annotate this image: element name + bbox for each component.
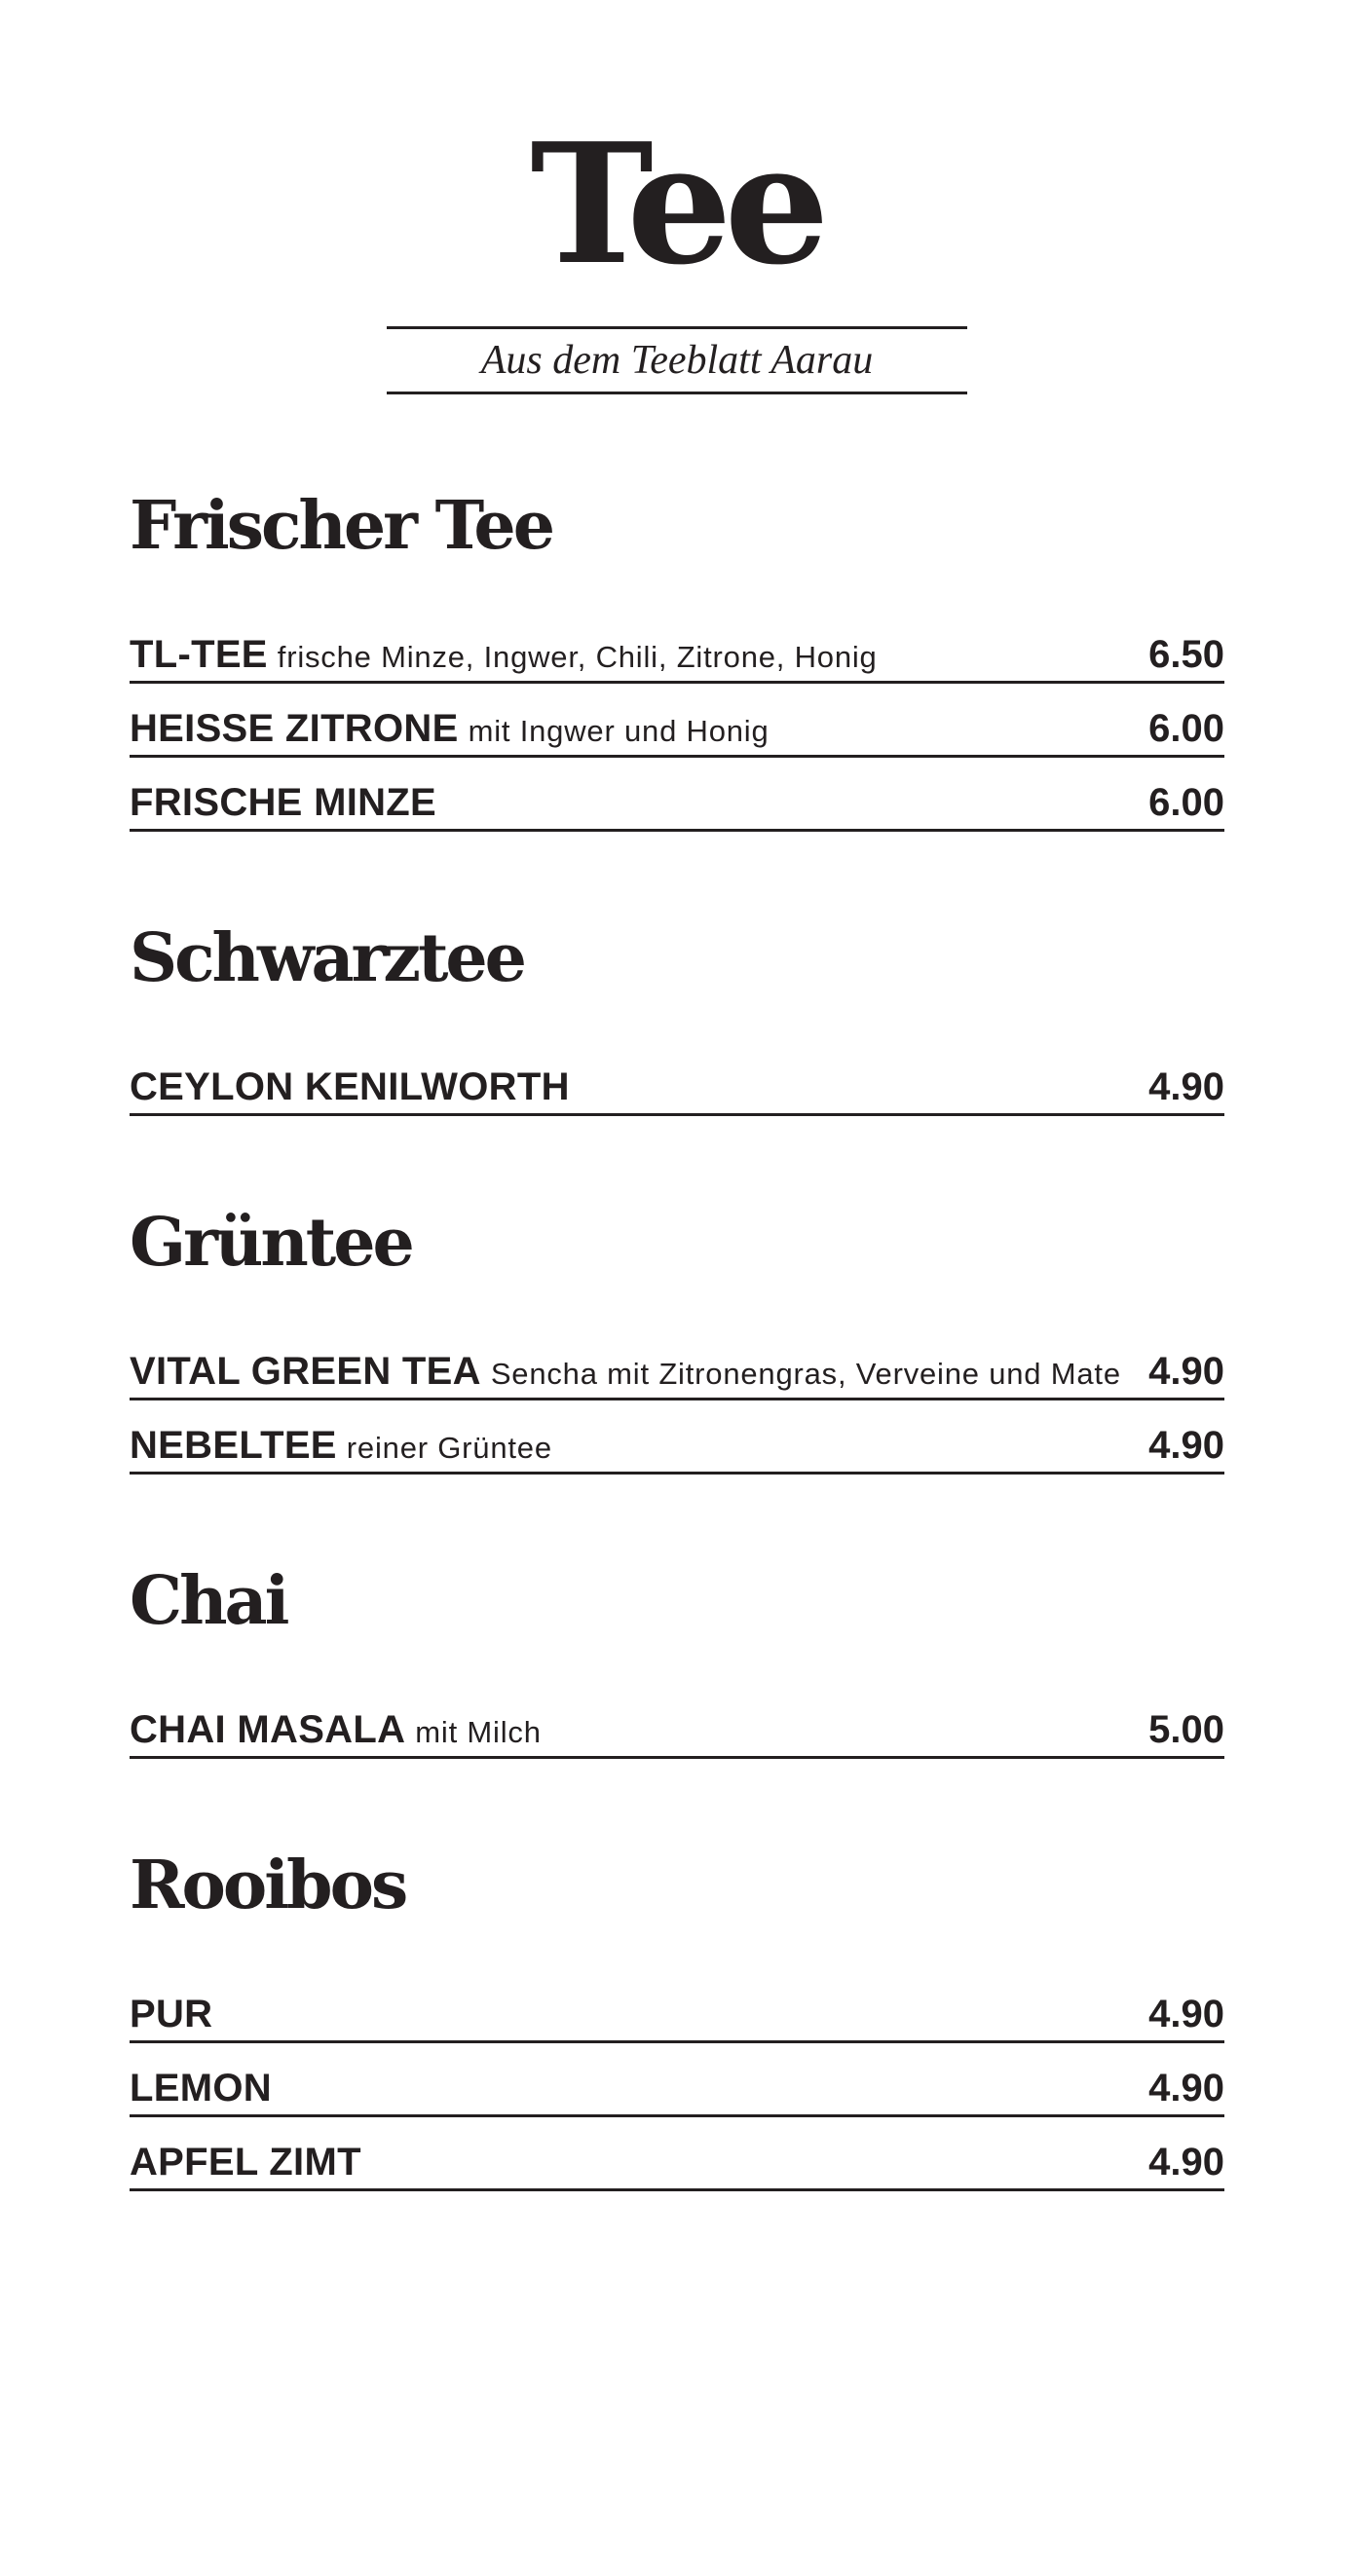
menu-item: [130, 2121, 1224, 2191]
menu-item: [130, 1330, 1224, 1400]
item-price: 6.00: [1148, 707, 1224, 750]
section-chai: [130, 1552, 1224, 1759]
item-name: TL-TEE: [130, 633, 268, 676]
menu-item: [130, 688, 1224, 758]
item-name: APFEL ZIMT: [130, 2141, 361, 2184]
section-rooibos: [130, 1837, 1224, 2191]
item-price: 4.90: [1148, 2141, 1224, 2184]
menu-item: [130, 762, 1224, 832]
menu-item: [130, 1046, 1224, 1116]
item-name: FRISCHE MINZE: [130, 781, 437, 824]
item-price: 6.50: [1148, 633, 1224, 676]
item-description: Sencha mit Zitronengras, Verveine und Mate: [490, 1357, 1121, 1391]
section-title: Rooibos: [130, 1847, 406, 1924]
item-name: CEYLON KENILWORTH: [130, 1065, 570, 1108]
item-price: 4.90: [1148, 1350, 1224, 1393]
item-price: 4.90: [1148, 1993, 1224, 2035]
menu-item: [130, 1973, 1224, 2043]
section-schwarztee: [130, 910, 1224, 1116]
item-name: NEBELTEE: [130, 1424, 337, 1467]
item-price: 6.00: [1148, 781, 1224, 824]
section-title: Frischer Tee: [130, 487, 552, 565]
item-price: 4.90: [1148, 1424, 1224, 1467]
subtitle-banner: [387, 326, 967, 394]
item-description: frische Minze, Ingwer, Chili, Zitrone, Honig: [277, 640, 878, 674]
menu-item: [130, 614, 1224, 684]
item-price: 4.90: [1148, 2067, 1224, 2109]
item-price: 5.00: [1148, 1708, 1224, 1751]
item-name: VITAL GREEN TEA: [130, 1350, 481, 1393]
item-description: reiner Grüntee: [346, 1431, 552, 1465]
item-name: LEMON: [130, 2067, 272, 2109]
item-description: mit Milch: [415, 1715, 542, 1749]
menu-content: [130, 477, 1224, 2191]
menu-item: [130, 1404, 1224, 1475]
page-subtitle: Aus dem Teeblatt Aarau: [480, 338, 874, 383]
menu-item: [130, 2047, 1224, 2117]
page-title: Tee: [530, 107, 822, 302]
item-description: mit Ingwer und Honig: [468, 714, 770, 748]
section-gruentee: [130, 1194, 1224, 1475]
section-frischer-tee: [130, 477, 1224, 832]
menu-header: [0, 107, 1352, 302]
item-price: 4.90: [1148, 1065, 1224, 1108]
item-name: CHAI MASALA: [130, 1708, 406, 1751]
item-name: HEISSE ZITRONE: [130, 707, 459, 750]
section-title: Schwarztee: [130, 919, 524, 997]
section-title: Chai: [130, 1562, 287, 1640]
section-title: Grüntee: [130, 1204, 412, 1282]
menu-item: [130, 1689, 1224, 1759]
item-name: PUR: [130, 1993, 213, 2035]
